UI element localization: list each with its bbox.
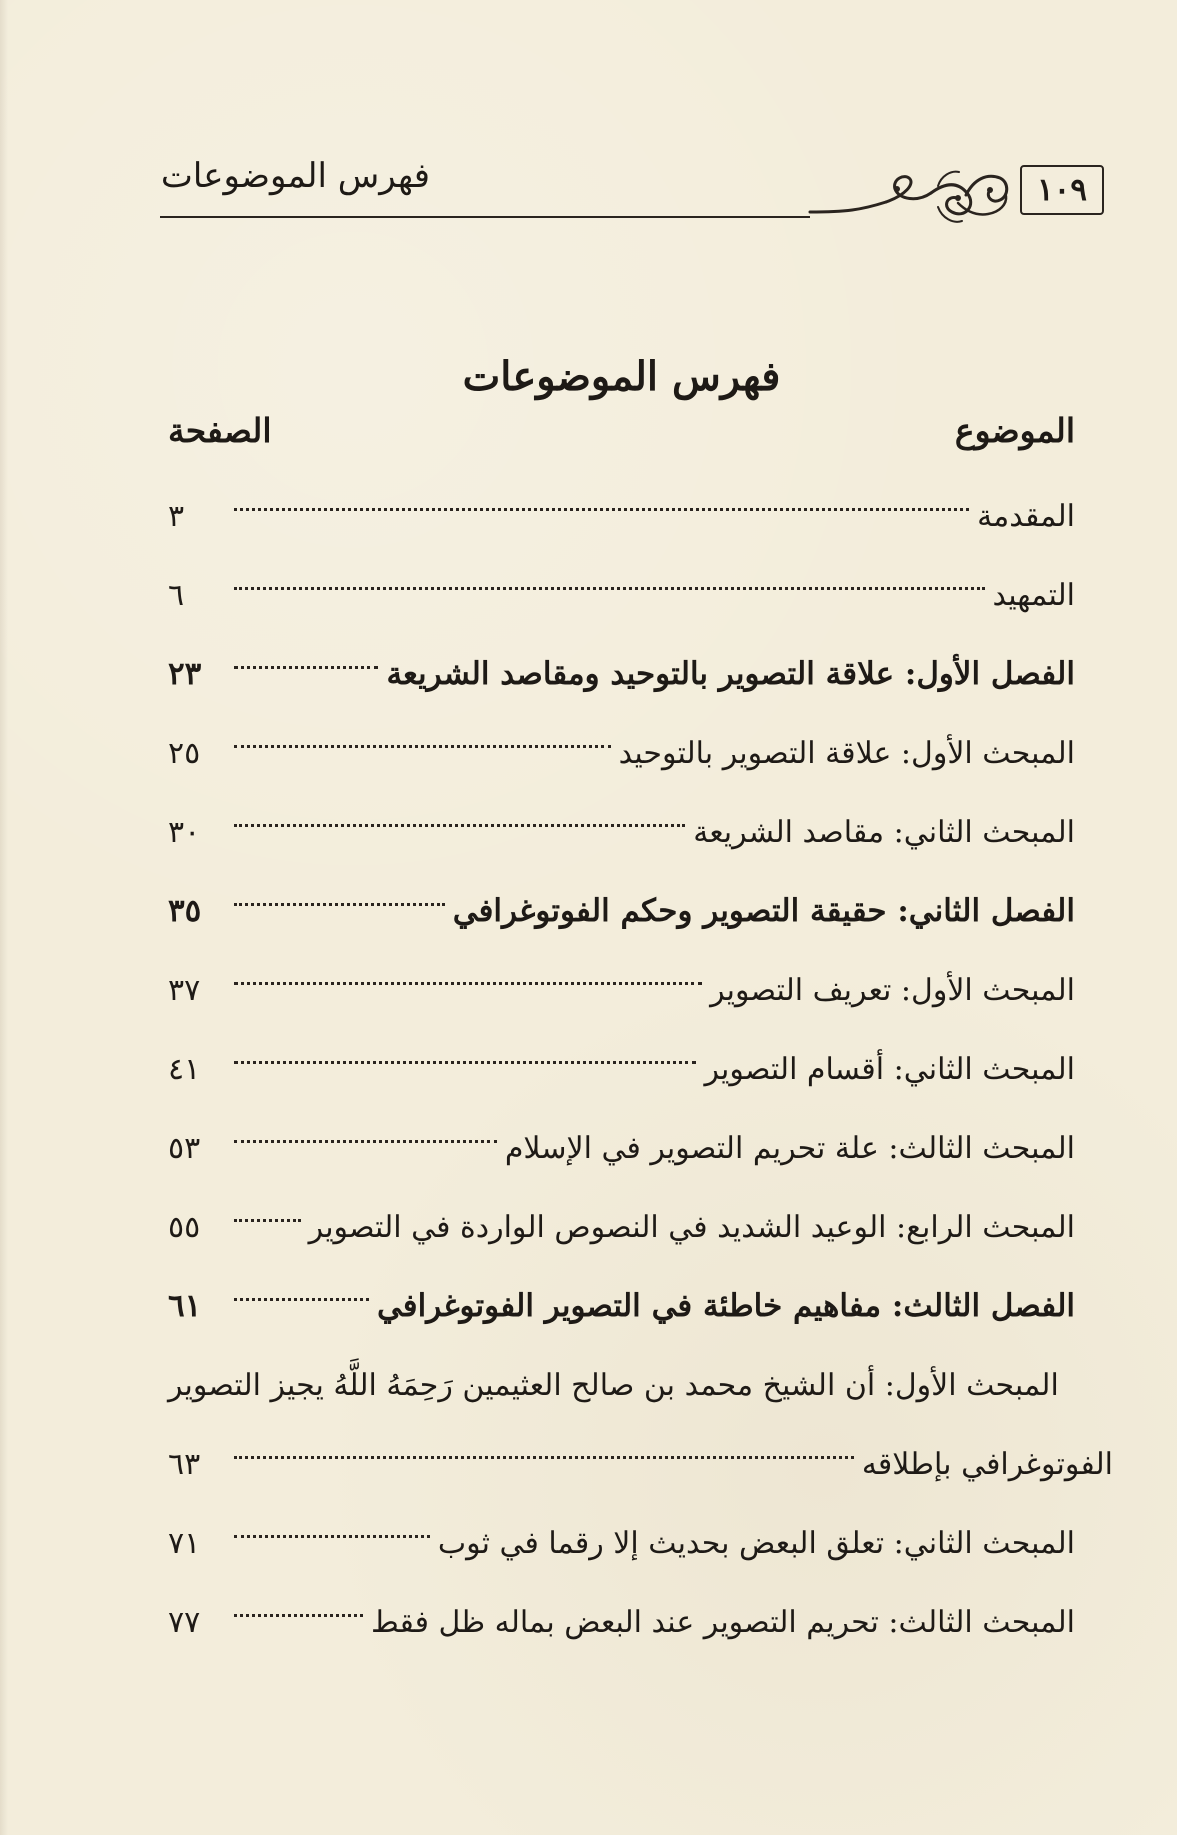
toc-entry-text: المبحث الأول: تعريف التصوير <box>710 972 1075 1008</box>
toc-chapter-entry <box>168 635 1075 714</box>
toc-page-number: ٥٣ <box>168 1130 201 1166</box>
toc-entry <box>168 556 1075 635</box>
toc-entry-text-line-2: الفوتوغرافي بإطلاقه <box>861 1447 1113 1482</box>
header-rule <box>160 216 810 218</box>
toc-entry-line-2 <box>168 1425 1113 1504</box>
toc-entry-text: الفصل الأول: علاقة التصوير بالتوحيد ومقاصد الشريعة <box>386 655 1075 692</box>
toc-entry <box>168 714 1075 793</box>
toc-entry-text: المبحث الأول: علاقة التصوير بالتوحيد <box>618 735 1075 771</box>
toc-page-number: ٦ <box>168 577 185 613</box>
running-header <box>160 150 1110 240</box>
toc-leader-dots <box>234 982 702 985</box>
toc-content <box>168 353 1113 1662</box>
toc-leader-dots <box>234 1298 369 1301</box>
toc-entry <box>168 1030 1075 1109</box>
toc-entry-text: المبحث الثاني: تعلق البعض بحديث إلا رقما في ثوب <box>437 1525 1075 1561</box>
toc-title: فهرس الموضوعات <box>462 353 781 400</box>
toc-page-number: ٤١ <box>168 1051 201 1087</box>
running-header-title: فهرس الموضوعات <box>160 156 430 196</box>
toc-page-number: ٧١ <box>168 1525 201 1561</box>
toc-page-number: ٧٧ <box>168 1604 201 1640</box>
toc-entry <box>168 1504 1075 1583</box>
toc-page-number: ٢٥ <box>168 735 201 771</box>
toc-leader-dots <box>234 1140 497 1143</box>
toc-entry <box>168 477 1075 556</box>
toc-entry <box>168 793 1075 872</box>
toc-page-number: ٢٣ <box>168 655 202 692</box>
toc-entry-text-line-1: المبحث الأول: أن الشيخ محمد بن صالح العثيمين رَحِمَهُ اللَّهُ يجيز التصوير <box>168 1368 1059 1403</box>
toc-leader-dots <box>234 1456 854 1459</box>
toc-list <box>168 477 1113 1662</box>
toc-entry-text: المبحث الثالث: تحريم التصوير عند البعض بماله ظل فقط <box>371 1604 1075 1640</box>
toc-page-number: ٣٠ <box>168 814 201 850</box>
toc-page-number: ٣٧ <box>168 972 201 1008</box>
topic-column-label: الموضوع <box>954 411 1075 450</box>
toc-chapter-entry <box>168 872 1075 951</box>
toc-entry <box>168 1188 1075 1267</box>
toc-entry-text: الفصل الثالث: مفاهيم خاطئة في التصوير الفوتوغرافي <box>376 1287 1075 1324</box>
toc-leader-dots <box>234 1061 696 1064</box>
toc-leader-dots <box>234 824 685 827</box>
header-ornament-icon <box>806 162 1016 234</box>
page-number-box: ١٠٩ <box>1020 165 1104 215</box>
toc-chapter-entry <box>168 1267 1075 1346</box>
toc-leader-dots <box>234 508 969 511</box>
toc-leader-dots <box>234 1219 301 1222</box>
toc-leader-dots <box>234 666 378 669</box>
toc-column-headers <box>168 411 1075 467</box>
toc-leader-dots <box>234 903 445 906</box>
toc-wrapped-entry <box>168 1346 1113 1504</box>
toc-page-number: ٣٥ <box>168 892 202 929</box>
toc-entry-text: المبحث الثالث: علة تحريم التصوير في الإسلام <box>504 1130 1075 1166</box>
toc-entry-text: المبحث الرابع: الوعيد الشديد في النصوص الواردة في التصوير <box>308 1209 1075 1245</box>
toc-page-number: ٣ <box>168 498 185 534</box>
toc-page-number: ٥٥ <box>168 1209 201 1245</box>
toc-page-number: ٦٣ <box>168 1447 201 1482</box>
toc-entry-text: المبحث الثاني: مقاصد الشريعة <box>693 814 1075 850</box>
toc-entry <box>168 951 1075 1030</box>
toc-leader-dots <box>234 1535 430 1538</box>
toc-entry-text: المبحث الثاني: أقسام التصوير <box>704 1051 1075 1087</box>
toc-page-number: ٦١ <box>168 1287 202 1324</box>
toc-leader-dots <box>234 1614 363 1617</box>
toc-entry <box>168 1583 1075 1662</box>
toc-entry-text: الفصل الثاني: حقيقة التصوير وحكم الفوتوغرافي <box>452 892 1075 929</box>
toc-entry <box>168 1109 1075 1188</box>
toc-leader-dots <box>234 745 611 748</box>
toc-leader-dots <box>234 587 985 590</box>
toc-entry-text: المقدمة <box>977 498 1075 534</box>
toc-entry-text: التمهيد <box>992 577 1075 613</box>
page-column-label: الصفحة <box>168 411 272 450</box>
